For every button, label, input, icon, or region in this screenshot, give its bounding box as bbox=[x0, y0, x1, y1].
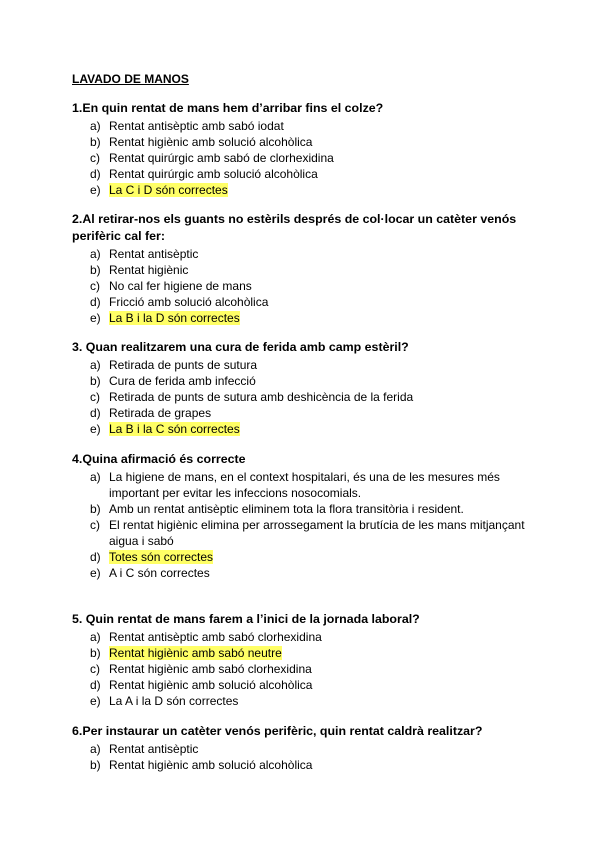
option-list bbox=[72, 629, 532, 709]
option-e bbox=[72, 182, 532, 198]
option-list bbox=[72, 246, 532, 326]
option-text: Rentat quirúrgic amb solució alcohòlica bbox=[109, 167, 318, 181]
option-a bbox=[72, 357, 532, 373]
question-text: 4.Quina afirmació és correcte bbox=[72, 452, 246, 466]
option-letter: d) bbox=[90, 167, 101, 181]
option-text: Retirada de grapes bbox=[109, 406, 212, 420]
option-text: A i C són correctes bbox=[109, 566, 210, 580]
option-a bbox=[72, 469, 532, 501]
question-6 bbox=[72, 723, 532, 773]
option-text: Totes són correctes bbox=[109, 550, 214, 564]
option-text: La B i la C són correctes bbox=[109, 422, 240, 436]
option-text: El rentat higiènic elimina per arrossegament la brutícia de les mans mitjançant aigua i sabó bbox=[109, 518, 525, 548]
option-text: La C i D són correctes bbox=[109, 183, 228, 197]
question-text: 2.Al retirar-nos els guants no estèrils després de col·locar un catèter venós perifèric cal fer: bbox=[72, 212, 517, 243]
option-letter: c) bbox=[90, 518, 100, 532]
option-letter: e) bbox=[90, 183, 101, 197]
option-letter: b) bbox=[90, 646, 101, 660]
option-d bbox=[72, 405, 532, 421]
question-4 bbox=[72, 451, 532, 581]
option-letter: a) bbox=[90, 630, 101, 644]
option-e bbox=[72, 565, 532, 581]
option-letter: e) bbox=[90, 422, 101, 436]
option-b bbox=[72, 262, 532, 278]
option-letter: e) bbox=[90, 566, 101, 580]
option-text: Retirada de punts de sutura amb deshicència de la ferida bbox=[109, 390, 414, 404]
option-b bbox=[72, 757, 532, 773]
option-letter: a) bbox=[90, 119, 101, 133]
option-text: Rentat antisèptic amb sabó clorhexidina bbox=[109, 630, 322, 644]
option-text: Fricció amb solució alcohòlica bbox=[109, 295, 269, 309]
option-text: Retirada de punts de sutura bbox=[109, 358, 258, 372]
option-text: La B i la D són correctes bbox=[109, 311, 240, 325]
question-3 bbox=[72, 339, 532, 437]
option-letter: a) bbox=[90, 358, 101, 372]
question-5 bbox=[72, 611, 532, 709]
question-text: 1.En quin rentat de mans hem d’arribar fins el colze? bbox=[72, 101, 384, 115]
option-letter: b) bbox=[90, 263, 101, 277]
option-letter: d) bbox=[90, 678, 101, 692]
option-text: No cal fer higiene de mans bbox=[109, 279, 252, 293]
option-letter: d) bbox=[90, 550, 101, 564]
option-e bbox=[72, 693, 532, 709]
option-text: Rentat antisèptic bbox=[109, 247, 199, 261]
option-b bbox=[72, 501, 532, 517]
option-text: Rentat antisèptic amb sabó iodat bbox=[109, 119, 284, 133]
question-text: 6.Per instaurar un catèter venós perifèric, quin rentat caldrà realitzar? bbox=[72, 724, 483, 738]
option-letter: e) bbox=[90, 694, 101, 708]
option-a bbox=[72, 118, 532, 134]
question-text: 5. Quin rentat de mans farem a l’inici de la jornada laboral? bbox=[72, 612, 420, 626]
option-letter: a) bbox=[90, 470, 101, 484]
option-b bbox=[72, 134, 532, 150]
option-letter: b) bbox=[90, 374, 101, 388]
option-text: La higiene de mans, en el context hospitalari, és una de les mesures més important per evitar les infeccions nosocomials. bbox=[109, 470, 500, 500]
option-a bbox=[72, 629, 532, 645]
option-letter: c) bbox=[90, 151, 100, 165]
option-list bbox=[72, 357, 532, 437]
question-text: 3. Quan realitzarem una cura de ferida amb camp estèril? bbox=[72, 340, 409, 354]
option-text: Rentat antisèptic bbox=[109, 742, 199, 756]
option-text: Rentat quirúrgic amb sabó de clorhexidina bbox=[109, 151, 334, 165]
option-letter: a) bbox=[90, 742, 101, 756]
question-2 bbox=[72, 211, 532, 326]
option-c bbox=[72, 389, 532, 405]
option-b bbox=[72, 373, 532, 389]
option-letter: a) bbox=[90, 247, 101, 261]
option-c bbox=[72, 150, 532, 166]
option-letter: b) bbox=[90, 135, 101, 149]
option-text: Rentat higiènic amb solució alcohòlica bbox=[109, 678, 313, 692]
option-letter: c) bbox=[90, 662, 100, 676]
option-a bbox=[72, 741, 532, 757]
option-text: Rentat higiènic amb sabó clorhexidina bbox=[109, 662, 312, 676]
option-c bbox=[72, 661, 532, 677]
option-letter: b) bbox=[90, 758, 101, 772]
option-list bbox=[72, 469, 532, 581]
question-1 bbox=[72, 100, 532, 198]
option-letter: d) bbox=[90, 406, 101, 420]
option-letter: c) bbox=[90, 279, 100, 293]
option-text: Amb un rentat antisèptic eliminem tota la flora transitòria i resident. bbox=[109, 502, 464, 516]
option-list bbox=[72, 741, 532, 773]
option-text: La A i la D són correctes bbox=[109, 694, 239, 708]
option-letter: b) bbox=[90, 502, 101, 516]
option-d bbox=[72, 294, 532, 310]
option-a bbox=[72, 246, 532, 262]
option-letter: c) bbox=[90, 390, 100, 404]
option-d bbox=[72, 677, 532, 693]
option-d bbox=[72, 549, 532, 565]
option-c bbox=[72, 517, 532, 549]
option-d bbox=[72, 166, 532, 182]
option-letter: e) bbox=[90, 311, 101, 325]
option-text: Cura de ferida amb infecció bbox=[109, 374, 256, 388]
option-b bbox=[72, 645, 532, 661]
option-text: Rentat higiènic amb solució alcohòlica bbox=[109, 135, 313, 149]
document-title: LAVADO DE MANOS bbox=[72, 72, 189, 86]
option-text: Rentat higiènic amb sabó neutre bbox=[109, 646, 282, 660]
option-letter: d) bbox=[90, 295, 101, 309]
option-e bbox=[72, 421, 532, 437]
option-text: Rentat higiènic bbox=[109, 263, 189, 277]
option-text: Rentat higiènic amb solució alcohòlica bbox=[109, 758, 313, 772]
option-list bbox=[72, 118, 532, 198]
option-c bbox=[72, 278, 532, 294]
option-e bbox=[72, 310, 532, 326]
